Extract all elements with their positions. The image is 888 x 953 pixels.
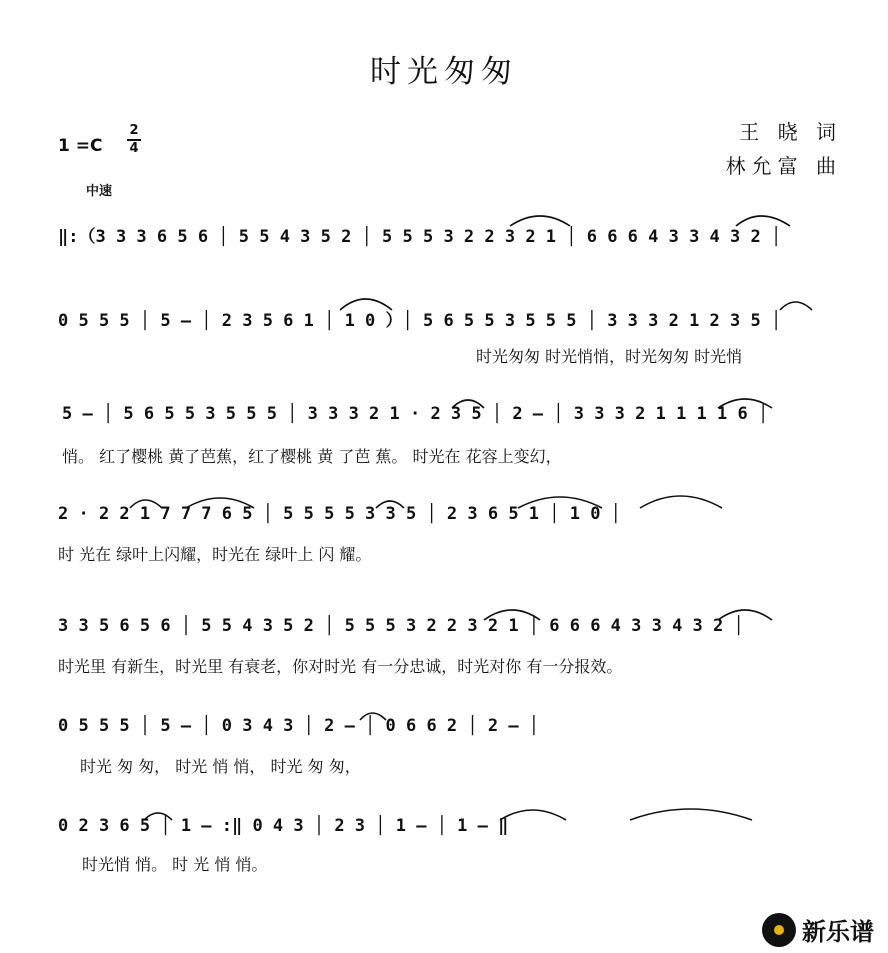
slur-arc — [340, 299, 392, 310]
slur-arc — [452, 400, 484, 408]
site-logo — [762, 912, 874, 947]
notation-line: 0 5 5 5 │ 5 – │ 2 3 5 6 1 │ 1 0 ）│ 5 6 5 5 3 5 5 5 │ 3 3 3 2 1 2 3 5 │ — [58, 311, 782, 331]
slur-arc — [144, 813, 172, 820]
lyrics-line: 时光匆匆 时光悄悄，时光匆匆 时光悄 — [476, 347, 743, 366]
slur-arc — [718, 610, 772, 620]
composer-credit: 林允富 曲 — [725, 154, 842, 178]
time-signature-top: 2 — [129, 123, 139, 138]
slur-arc — [718, 399, 772, 408]
notation-line: 0 5 5 5 │ 5 – │ 0 3 4 3 │ 2 – │ 0 6 6 2 │ 2 – │ — [58, 716, 540, 736]
slur-arc — [640, 496, 722, 508]
slur-arc — [518, 497, 602, 508]
lyrics-line: 时光 匆 匆， 时光 悄 悄， 时光 匆 匆， — [80, 757, 361, 776]
slur-arc — [130, 500, 162, 508]
key-signature: 1 =C — [58, 136, 103, 156]
music-disc-icon — [762, 913, 796, 947]
time-signature-bottom: 4 — [129, 141, 139, 156]
slur-arc — [510, 216, 570, 226]
notation-line: 5 – │ 5 6 5 5 3 5 5 5 │ 3 3 3 2 1 · 2 3 5 │ 2 – │ 3 3 3 2 1 1 1 1 6 │ — [62, 404, 769, 424]
lyrics-line: 时光里 有新生，时光里 有衰老，你对时光 有一分忠诚，时光对你 有一分报效。 — [58, 657, 623, 676]
lyricist-credit: 王 晓 词 — [739, 120, 842, 144]
slur-arc — [780, 302, 812, 310]
notation-line: 0 2 3 6 5 │ 1 – :‖ 0 4 3 │ 2 3 │ 1 – │ 1 – ‖ — [58, 816, 509, 836]
slur-arc — [500, 810, 566, 820]
lyrics-line: 时 光在 绿叶上闪耀，时光在 绿叶上 闪 耀。 — [58, 545, 372, 564]
lyrics-line: 时光悄 悄。 时 光 悄 悄。 — [82, 855, 268, 874]
tempo-marking: 中速 — [86, 184, 113, 199]
lyrics-line: 悄。 红了樱桃 黄了芭蕉，红了樱桃 黄 了芭 蕉。 时光在 花容上变幻， — [62, 447, 562, 466]
slur-arc — [736, 216, 790, 226]
slur-arc — [186, 498, 254, 508]
notation-line: 3 3 5 6 5 6 │ 5 5 4 3 5 2 │ 5 5 5 3 2 2 3 2 1 │ 6 6 6 4 3 3 4 3 2 │ — [58, 616, 744, 636]
notation-line: ‖:（3 3 3 6 5 6 │ 5 5 4 3 5 2 │ 5 5 5 3 2 2 3 2 1 │ 6 6 6 4 3 3 4 3 2 │ — [58, 227, 782, 247]
logo-text: 新乐谱 — [802, 918, 874, 946]
notation-line: 2 · 2 2 1 7 7 7 6 5 │ 5 5 5 5 3 3 5 │ 2 3 6 5 1 │ 1 0 │ — [58, 504, 621, 524]
slur-arc — [360, 713, 386, 720]
slur-arc — [376, 501, 404, 508]
slur-arc — [630, 809, 752, 820]
page-title: 时光匆匆 — [370, 54, 518, 90]
slur-arc — [484, 610, 540, 620]
